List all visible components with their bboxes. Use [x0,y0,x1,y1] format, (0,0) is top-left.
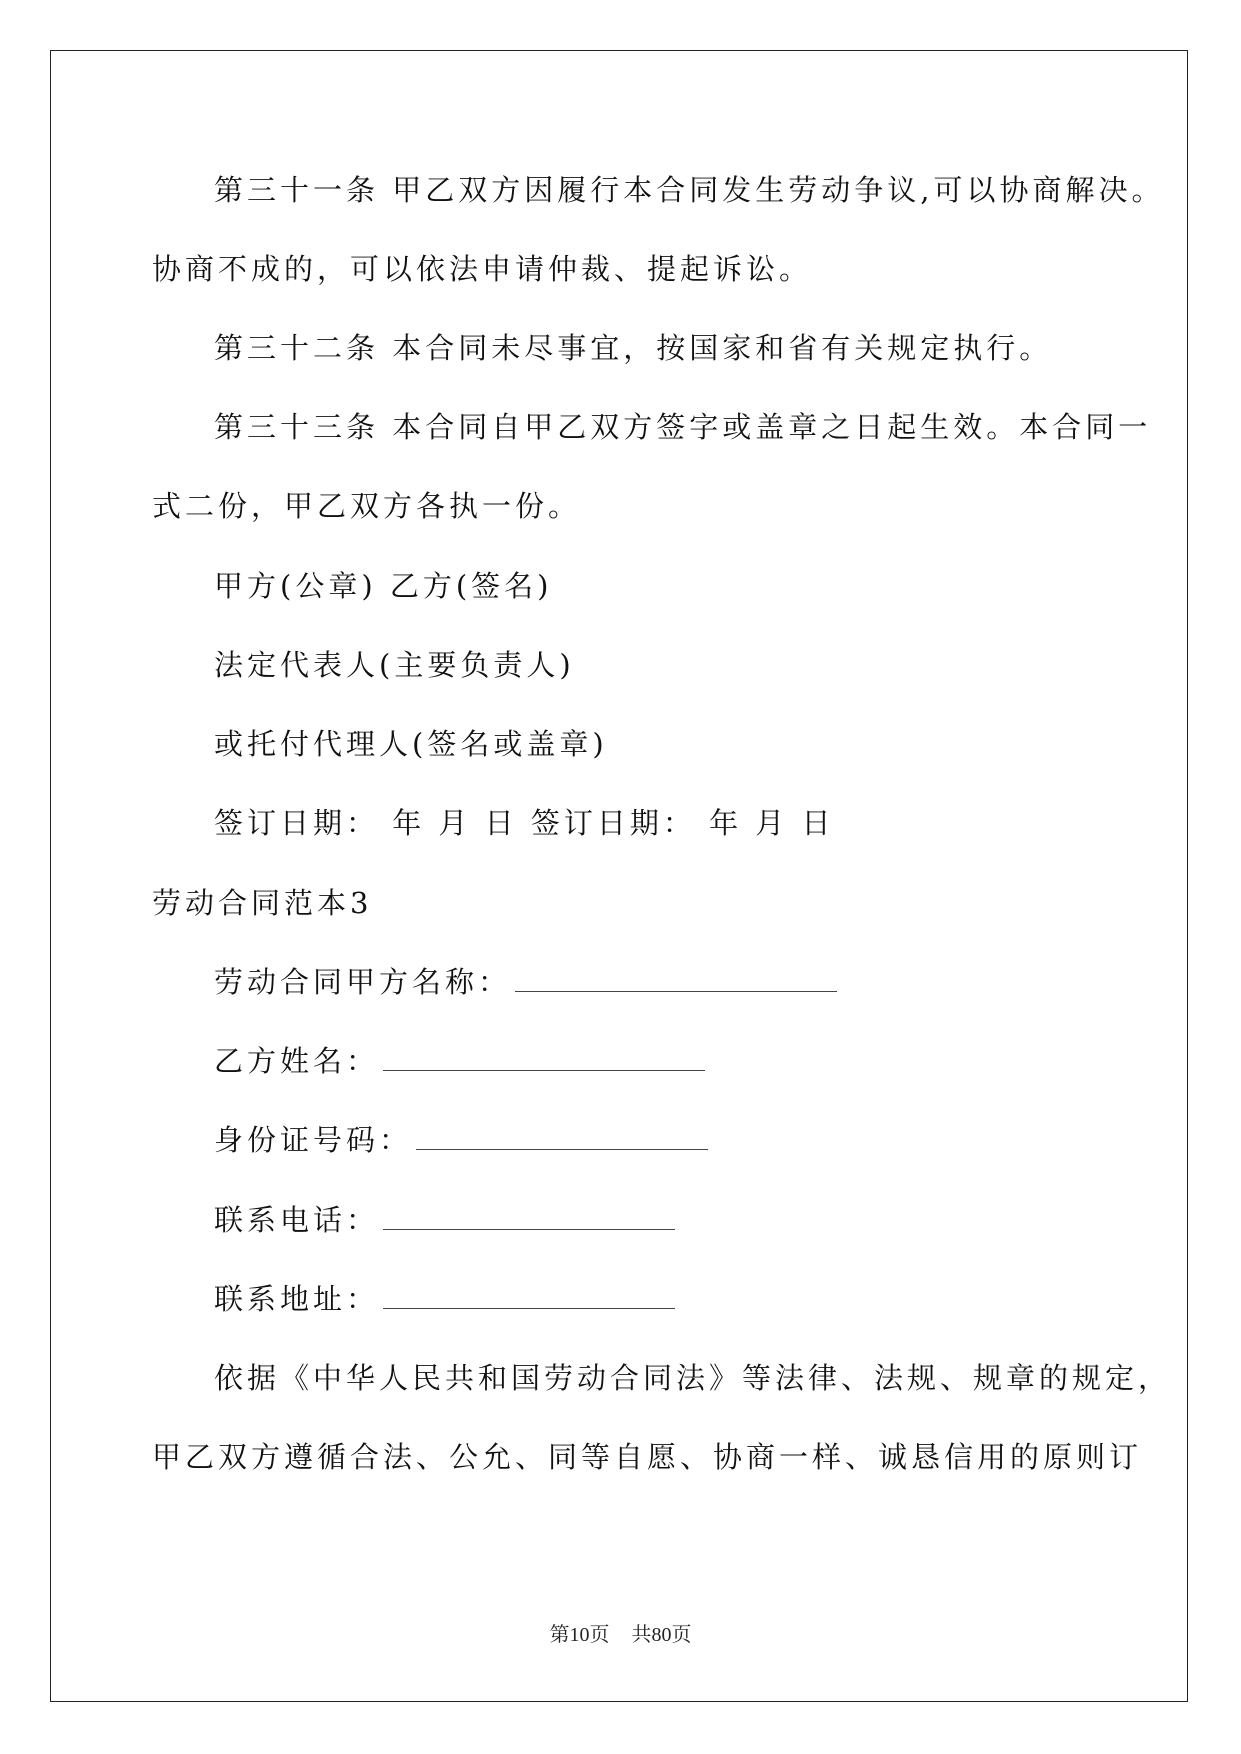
form-field-label: 乙方姓名： [214,1044,380,1078]
page-number: 第10页 [549,1624,610,1646]
paragraph-article-31-continued: 协商不成的，可以依法申请仲裁、提起诉讼。 [152,252,813,286]
signature-parties: 甲方(公章) 乙方(签名) [214,569,553,603]
page-footer [0,1618,1241,1647]
fill-in-blank[interactable] [515,969,837,992]
form-field-label: 联系地址： [214,1282,380,1316]
form-field-address [214,1279,675,1319]
section-heading: 劳动合同范本3 [152,886,373,920]
signing-date: 签订日期： 年 月 日 签订日期： 年 月 日 [214,806,835,840]
fill-in-blank[interactable] [416,1127,708,1150]
form-field-label: 身份证号码： [214,1123,413,1157]
legal-representative: 法定代表人(主要负责人) [214,648,575,682]
form-field-party-b-name [214,1041,705,1081]
form-field-label: 联系电话： [214,1203,380,1237]
form-field-id-number [214,1120,708,1160]
page-total: 共80页 [631,1624,692,1646]
paragraph-article-33: 第三十三条 本合同自甲乙双方签字或盖章之日起生效。本合同一 [214,410,1152,444]
fill-in-blank[interactable] [383,1286,675,1309]
fill-in-blank[interactable] [383,1048,705,1071]
paragraph-legal-basis: 依据《中华人民共和国劳动合同法》等法律、法规、规章的规定， [214,1361,1172,1395]
paragraph-article-31: 第三十一条 甲乙双方因履行本合同发生劳动争议,可以协商解决。 [214,173,1165,207]
paragraph-article-33-continued: 式二份，甲乙双方各执一份。 [152,489,582,523]
fill-in-blank[interactable] [383,1207,675,1230]
authorized-agent: 或托付代理人(签名或盖章) [214,727,608,761]
form-field-phone [214,1200,675,1240]
paragraph-article-32: 第三十二条 本合同未尽事宜，按国家和省有关规定执行。 [214,331,1053,365]
form-field-party-a-name [214,962,837,1002]
form-field-label: 劳动合同甲方名称： [214,965,512,999]
paragraph-legal-basis-continued: 甲乙双方遵循合法、公允、同等自愿、协商一样、诚恳信用的原则订 [152,1440,1143,1474]
